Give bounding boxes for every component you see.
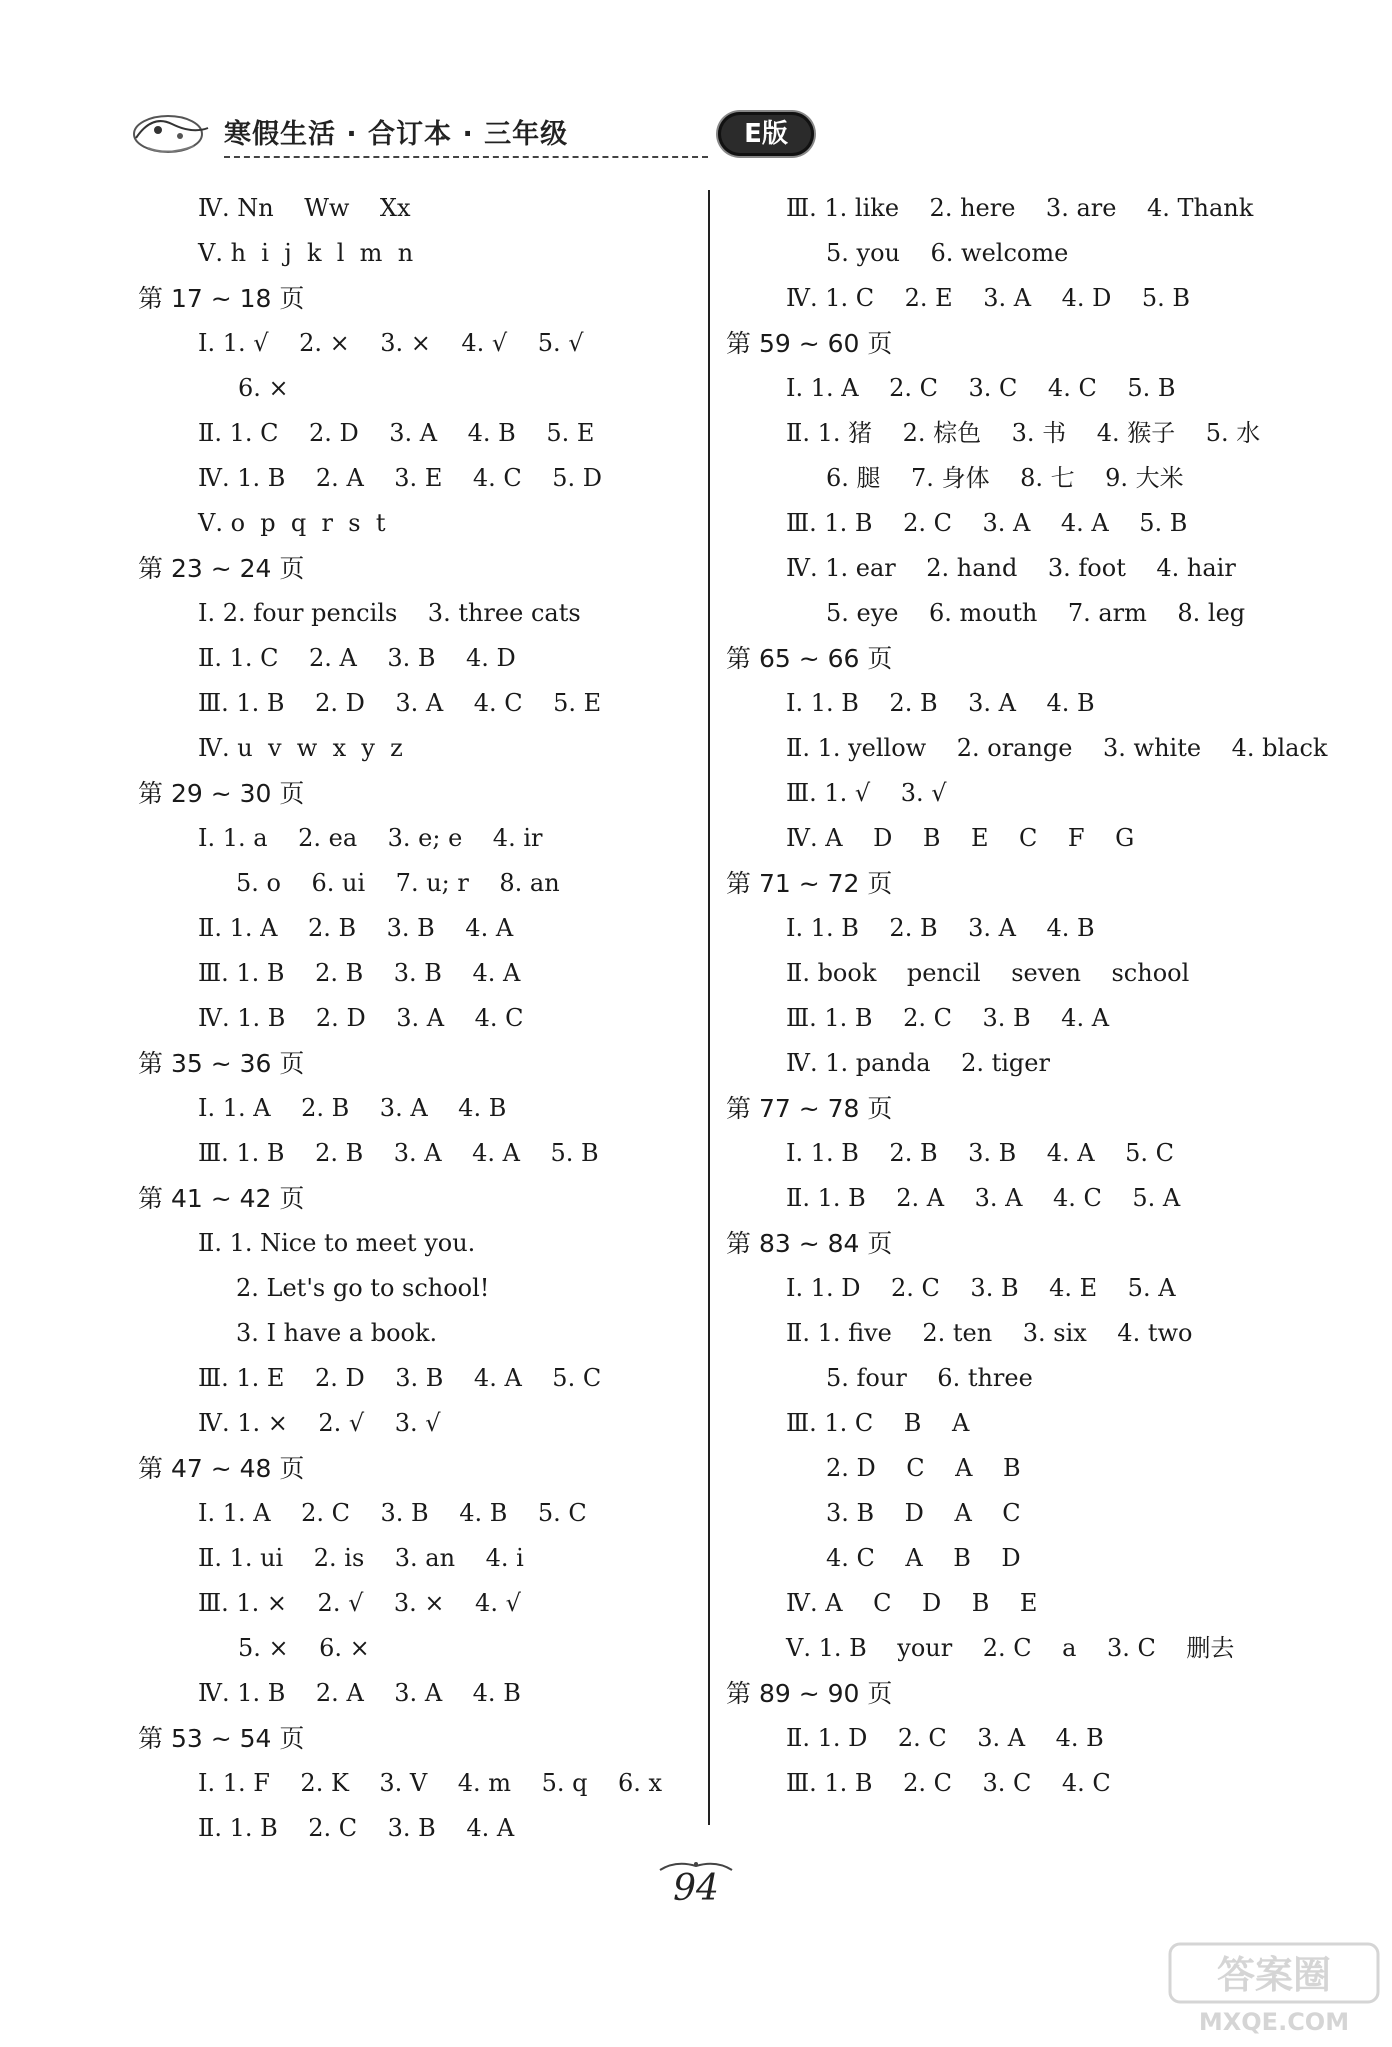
- answer-line: Ⅱ. 1. D 2. C 3. A 4. B: [786, 1724, 1104, 1752]
- answer-line: 5. you 6. welcome: [826, 239, 1069, 267]
- answer-line: 5. o 6. ui 7. u; r 8. an: [236, 869, 560, 897]
- section-heading: 第 47 ~ 48 页: [138, 1454, 305, 1483]
- answer-line: Ⅲ. 1. E 2. D 3. B 4. A 5. C: [198, 1364, 602, 1392]
- section-heading: 第 65 ~ 66 页: [726, 644, 893, 673]
- answer-line: Ⅰ. 1. B 2. B 3. A 4. B: [786, 689, 1095, 717]
- answer-line: 6. ×: [238, 374, 289, 402]
- section-heading: 第 17 ~ 18 页: [138, 284, 305, 313]
- answer-line: Ⅴ. 1. B your 2. C a 3. C 删去: [786, 1634, 1235, 1662]
- answer-line: Ⅲ. 1. B 2. B 3. A 4. A 5. B: [198, 1139, 599, 1167]
- section-heading: 第 77 ~ 78 页: [726, 1094, 893, 1123]
- answer-line: Ⅲ. 1. B 2. C 3. A 4. A 5. B: [786, 509, 1188, 537]
- answer-line: Ⅰ. 1. A 2. C 3. C 4. C 5. B: [786, 374, 1176, 402]
- answer-line: Ⅲ. 1. B 2. C 3. B 4. A: [786, 1004, 1110, 1032]
- answer-line: Ⅱ. 1. B 2. C 3. B 4. A: [198, 1814, 515, 1842]
- answer-line: Ⅴ. o p q r s t: [198, 509, 386, 537]
- answer-line: Ⅳ. A C D B E: [786, 1589, 1038, 1617]
- page-footer: [656, 1858, 736, 1918]
- answer-line: Ⅰ. 1. D 2. C 3. B 4. E 5. A: [786, 1274, 1176, 1302]
- answer-line: 4. C A B D: [826, 1544, 1021, 1572]
- header-divider: [224, 156, 708, 158]
- answer-line: Ⅰ. 1. A 2. C 3. B 4. B 5. C: [198, 1499, 587, 1527]
- answer-line: Ⅳ. u v w x y z: [198, 734, 403, 762]
- section-heading: 第 35 ~ 36 页: [138, 1049, 305, 1078]
- answer-line: Ⅱ. 1. Nice to meet you.: [198, 1229, 476, 1257]
- answer-line: Ⅱ. 1. A 2. B 3. B 4. A: [198, 914, 514, 942]
- answer-line: Ⅲ. 1. √ 3. √: [786, 779, 947, 807]
- answer-line: Ⅲ. 1. B 2. D 3. A 4. C 5. E: [198, 689, 602, 717]
- answer-line: Ⅱ. 1. C 2. A 3. B 4. D: [198, 644, 516, 672]
- answer-line: Ⅳ. 1. B 2. A 3. E 4. C 5. D: [198, 464, 603, 492]
- answer-line: Ⅳ. 1. B 2. A 3. A 4. B: [198, 1679, 521, 1707]
- decorative-ornament-icon: [128, 104, 218, 160]
- answer-line: Ⅱ. 1. C 2. D 3. A 4. B 5. E: [198, 419, 595, 447]
- page-number: 94: [673, 1868, 719, 1909]
- book-title: 寒假生活 · 合订本 · 三年级: [224, 119, 569, 150]
- answer-line: Ⅳ. A D B E C F G: [786, 824, 1135, 852]
- answer-line: Ⅱ. 1. 猪 2. 棕色 3. 书 4. 猴子 5. 水: [786, 419, 1261, 447]
- answer-line: Ⅳ. 1. C 2. E 3. A 4. D 5. B: [786, 284, 1191, 312]
- answer-line: Ⅱ. 1. five 2. ten 3. six 4. two: [786, 1319, 1193, 1347]
- answer-line: 6. 腿 7. 身体 8. 七 9. 大米: [826, 464, 1184, 492]
- answer-line: Ⅲ. 1. × 2. √ 3. × 4. √: [198, 1589, 521, 1617]
- answer-line: Ⅰ. 1. B 2. B 3. B 4. A 5. C: [786, 1139, 1175, 1167]
- answer-line: Ⅲ. 1. like 2. here 3. are 4. Thank: [786, 194, 1254, 222]
- answer-line: Ⅰ. 1. B 2. B 3. A 4. B: [786, 914, 1095, 942]
- answer-line: Ⅲ. 1. C B A: [786, 1409, 970, 1437]
- watermark-logo: [1166, 1938, 1382, 2038]
- answer-line: Ⅳ. 1. × 2. √ 3. √: [198, 1409, 441, 1437]
- answer-line: Ⅳ. 1. B 2. D 3. A 4. C: [198, 1004, 524, 1032]
- answer-line: Ⅳ. 1. ear 2. hand 3. foot 4. hair: [786, 554, 1236, 582]
- answer-line: 5. × 6. ×: [238, 1634, 370, 1662]
- section-heading: 第 71 ~ 72 页: [726, 869, 893, 898]
- answer-line: Ⅱ. 1. B 2. A 3. A 4. C 5. A: [786, 1184, 1181, 1212]
- answer-line: Ⅱ. 1. ui 2. is 3. an 4. i: [198, 1544, 524, 1572]
- answer-line: Ⅰ. 1. A 2. B 3. A 4. B: [198, 1094, 507, 1122]
- answer-line: Ⅱ. book pencil seven school: [786, 959, 1190, 987]
- section-heading: 第 41 ~ 42 页: [138, 1184, 305, 1213]
- section-heading: 第 53 ~ 54 页: [138, 1724, 305, 1753]
- section-heading: 第 23 ~ 24 页: [138, 554, 305, 583]
- section-heading: 第 59 ~ 60 页: [726, 329, 893, 358]
- column-divider: [708, 190, 710, 1825]
- answer-line: Ⅲ. 1. B 2. C 3. C 4. C: [786, 1769, 1111, 1797]
- left-answer-column: [138, 186, 698, 1851]
- answer-line: Ⅳ. 1. panda 2. tiger: [786, 1049, 1050, 1077]
- answer-line: Ⅳ. Nn Ww Xx: [198, 194, 411, 222]
- svg-text:答案圈: 答案圈: [1216, 1953, 1332, 1997]
- svg-text:MXQE.COM: MXQE.COM: [1198, 2008, 1350, 2036]
- answer-line: Ⅴ. h i j k l m n: [198, 239, 414, 267]
- section-heading: 第 89 ~ 90 页: [726, 1679, 893, 1708]
- answer-line: 5. eye 6. mouth 7. arm 8. leg: [826, 599, 1246, 627]
- answer-line: Ⅰ. 1. F 2. K 3. V 4. m 5. q 6. x: [198, 1769, 663, 1797]
- answer-line: 3. I have a book.: [236, 1319, 438, 1347]
- answer-line: 5. four 6. three: [826, 1364, 1033, 1392]
- answer-line: Ⅰ. 2. four pencils 3. three cats: [198, 599, 581, 627]
- section-heading: 第 29 ~ 30 页: [138, 779, 305, 808]
- edition-badge: E版: [718, 112, 814, 156]
- answer-line: 3. B D A C: [826, 1499, 1021, 1527]
- page-header: [128, 98, 788, 164]
- answer-line: Ⅱ. 1. yellow 2. orange 3. white 4. black: [786, 734, 1328, 762]
- answer-line: Ⅲ. 1. B 2. B 3. B 4. A: [198, 959, 521, 987]
- section-heading: 第 83 ~ 84 页: [726, 1229, 893, 1258]
- answer-line: Ⅰ. 1. a 2. ea 3. e; e 4. ir: [198, 824, 543, 852]
- answer-line: 2. Let's go to school!: [236, 1274, 490, 1302]
- answer-line: 2. D C A B: [826, 1454, 1021, 1482]
- answer-line: Ⅰ. 1. √ 2. × 3. × 4. √ 5. √: [198, 329, 584, 357]
- right-answer-column: [726, 186, 1328, 1806]
